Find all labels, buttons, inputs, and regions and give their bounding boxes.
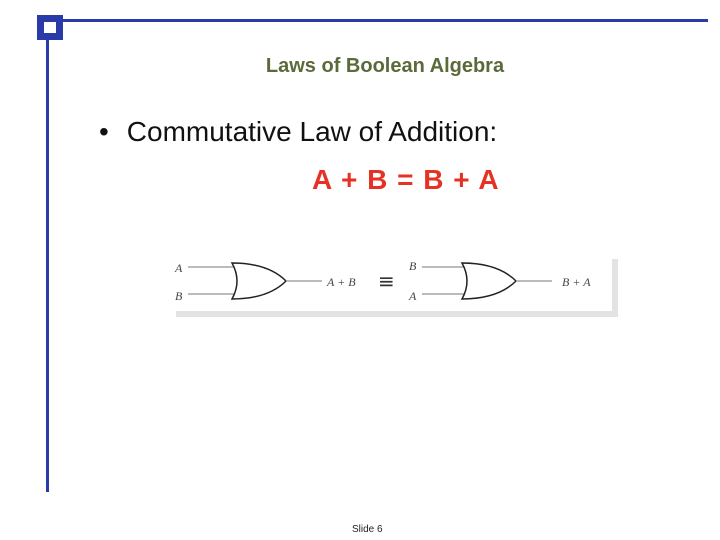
equation: A + B = B + A	[312, 164, 500, 195]
slide-title: Laws of Boolean Algebra	[265, 55, 505, 77]
corner-square-inner	[44, 22, 56, 33]
slide-number: Slide 6	[352, 524, 383, 535]
gate2-label-a: A	[409, 289, 417, 303]
gate1-output-label: A + B	[327, 275, 356, 289]
gate2-output-label: B + A	[562, 275, 591, 289]
left-rule-line	[46, 40, 49, 492]
gate1-label-a: A	[175, 261, 183, 275]
circuit-figure	[172, 255, 618, 317]
bullet-item	[99, 116, 497, 148]
gate1-label-b: B	[175, 289, 183, 303]
top-rule-line	[52, 19, 708, 22]
gate2-label-b: B	[409, 259, 417, 273]
equivalence-symbol: ≡	[378, 269, 395, 293]
bullet-symbol: •	[99, 116, 109, 147]
bullet-text: Commutative Law of Addition:	[126, 116, 498, 147]
